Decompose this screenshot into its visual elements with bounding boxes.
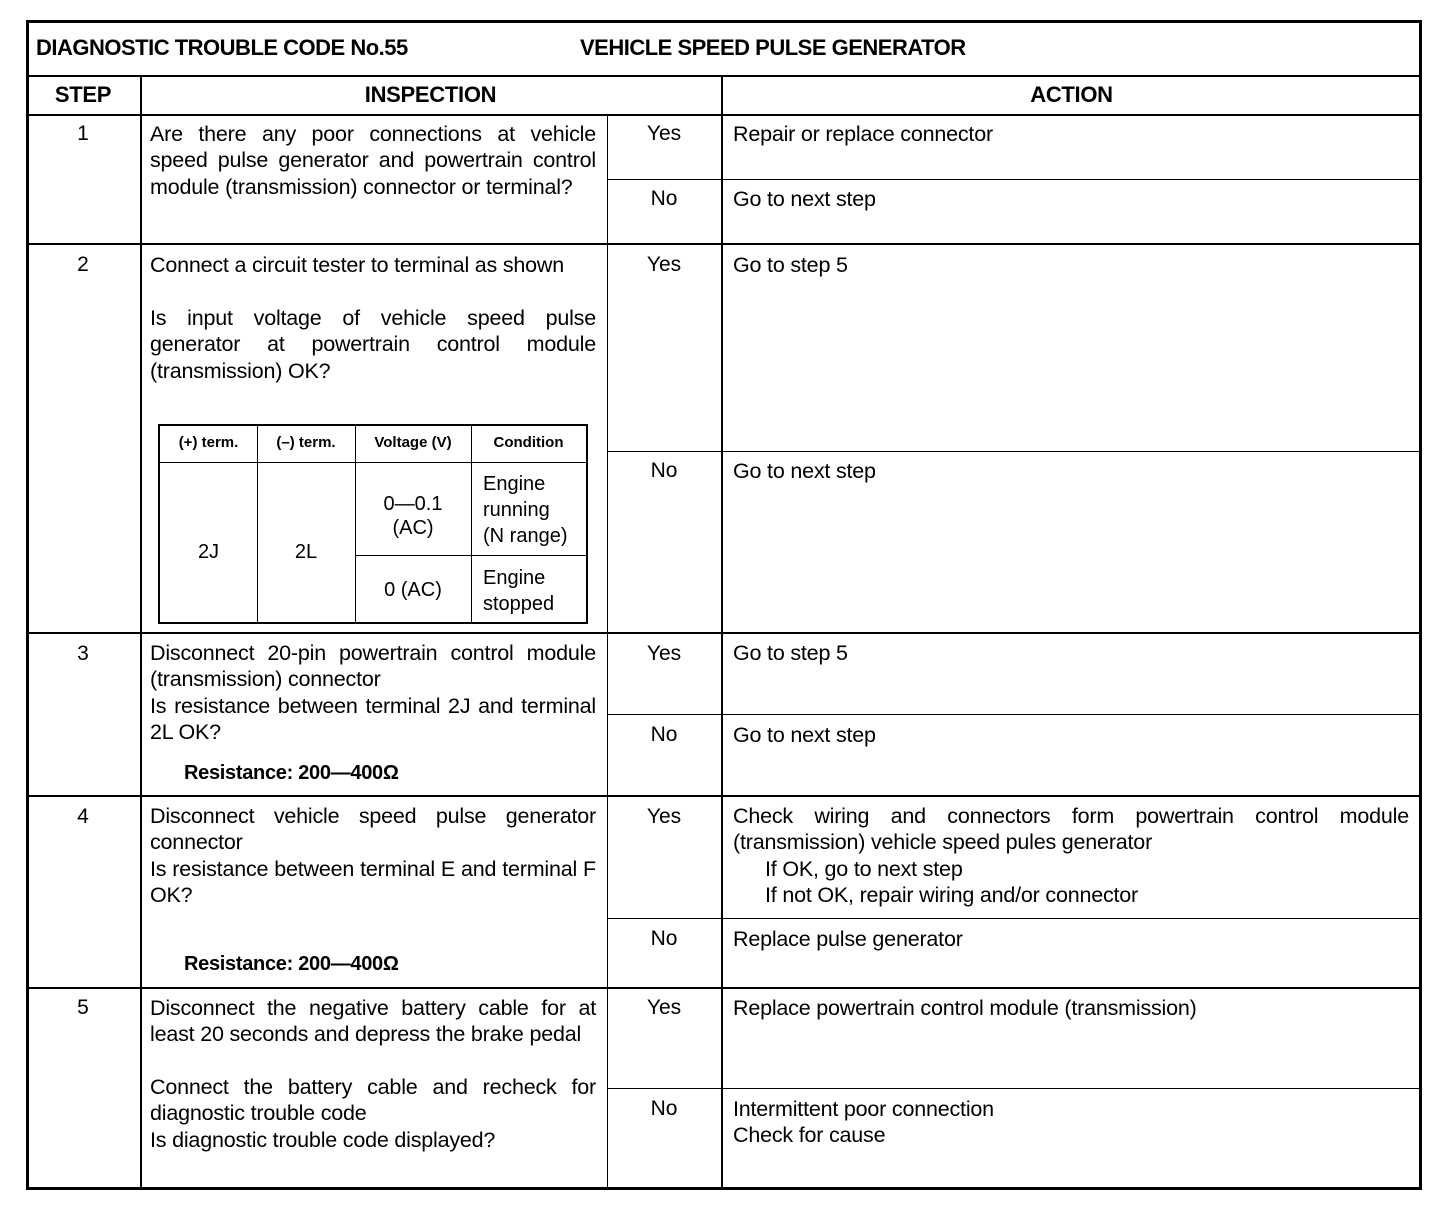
- row-divider-4: [26, 987, 1422, 989]
- step-3-number: 3: [77, 642, 89, 665]
- step-4-inspection-line2: Is resistance between terminal E and terminal F OK?: [150, 857, 596, 908]
- voltage-table-header-divider: [160, 462, 586, 463]
- voltage-table-header-minus: (–) term.: [276, 434, 336, 451]
- voltage-table-voltage-2: 0 (AC): [384, 579, 442, 601]
- voltage-table-header-voltage: Voltage (V): [374, 434, 452, 451]
- step-3-no-action: Go to next step: [733, 723, 876, 747]
- header-divider: [26, 114, 1422, 116]
- voltage-table-condition-2a: Engine: [483, 567, 546, 589]
- step-3-yes-action: Go to step 5: [733, 641, 848, 665]
- yn-divider-2: [607, 451, 1422, 452]
- step-5-no: No: [650, 1097, 678, 1120]
- step-3-resistance: Resistance: 200—400Ω: [184, 762, 399, 784]
- step-5-no-action-line2: Check for cause: [733, 1123, 886, 1147]
- step-5-inspection-line2: Connect the battery cable and recheck for diagnostic trouble code: [150, 1075, 596, 1126]
- step-4-number: 4: [77, 805, 89, 828]
- step-2-inspection-line1: Connect a circuit tester to terminal as shown: [150, 253, 565, 277]
- voltage-table-condition-1a: Engine: [483, 473, 546, 495]
- step-1-no: No: [650, 187, 678, 210]
- header-step: STEP: [54, 82, 112, 107]
- step-4-yes-action-ok: If OK, go to next step: [765, 857, 963, 881]
- step-1-no-action: Go to next step: [733, 187, 876, 211]
- step-5-yes-action: Replace powertrain control module (transmission): [733, 996, 1197, 1020]
- voltage-table-minus-term: 2L: [294, 541, 318, 563]
- step-2-yes-action: Go to step 5: [733, 253, 848, 277]
- step-4-resistance: Resistance: 200—400Ω: [184, 953, 399, 975]
- header-action: ACTION: [1030, 82, 1113, 107]
- voltage-table-header-condition: Condition: [493, 434, 564, 451]
- step-5-no-action-line1: Intermittent poor connection: [733, 1097, 994, 1121]
- step-2-no-action: Go to next step: [733, 459, 876, 483]
- step-3-inspection-line2: Is resistance between terminal 2J and terminal 2L OK?: [150, 694, 596, 745]
- step-2-yes: Yes: [646, 253, 682, 276]
- step-4-yes: Yes: [646, 805, 682, 828]
- dtc-name-title: VEHICLE SPEED PULSE GENERATOR: [580, 35, 966, 60]
- dtc-code-title: DIAGNOSTIC TROUBLE CODE No.55: [36, 35, 408, 60]
- voltage-table-col-divider-3: [471, 426, 472, 622]
- step-5-number: 5: [77, 996, 89, 1019]
- row-divider-2: [26, 632, 1422, 634]
- title-divider: [26, 75, 1422, 77]
- action-column-divider: [721, 75, 723, 1188]
- step-3-no: No: [650, 723, 678, 746]
- step-5-inspection-line1: Disconnect the negative battery cable for at least 20 seconds and depress the brake pedal: [150, 996, 596, 1047]
- yn-divider-1: [607, 179, 1422, 180]
- row-divider-1: [26, 243, 1422, 245]
- voltage-table-header-plus: (+) term.: [178, 434, 239, 451]
- step-5-inspection-line3: Is diagnostic trouble code displayed?: [150, 1128, 496, 1152]
- voltage-table-voltage-1a: 0—0.1: [383, 493, 443, 515]
- voltage-table-plus-term: 2J: [197, 541, 220, 563]
- step-1-inspection: Are there any poor connections at vehicle speed pulse generator and powertrain control module (transmission) connector or terminal?: [150, 122, 596, 199]
- step-4-inspection-line1: Disconnect vehicle speed pulse generator connector: [150, 804, 596, 855]
- yn-divider-4: [607, 918, 1422, 919]
- voltage-table-col-divider-1: [257, 426, 258, 622]
- step-2-inspection-line2: Is input voltage of vehicle speed pulse generator at powertrain control module (transmission) OK?: [150, 306, 596, 383]
- header-inspection: INSPECTION: [364, 82, 497, 107]
- step-4-yes-action: Check wiring and connectors form powertrain control module (transmission) vehicle speed pules generator: [733, 804, 1409, 855]
- yn-divider-5: [607, 1088, 1422, 1089]
- step-column-divider: [140, 75, 142, 1188]
- voltage-table: [158, 424, 588, 624]
- yn-divider-3: [607, 714, 1422, 715]
- voltage-table-condition-1c: (N range): [483, 525, 568, 547]
- step-5-yes: Yes: [646, 996, 682, 1019]
- step-4-no: No: [650, 927, 678, 950]
- step-4-no-action: Replace pulse generator: [733, 927, 963, 951]
- step-2-no: No: [650, 459, 678, 482]
- step-1-yes-action: Repair or replace connector: [733, 122, 993, 146]
- step-1-yes: Yes: [646, 122, 682, 145]
- voltage-table-condition-2b: stopped: [483, 593, 555, 615]
- step-3-inspection-line1: Disconnect 20-pin powertrain control module (transmission) connector: [150, 641, 596, 692]
- step-3-yes: Yes: [646, 642, 682, 665]
- step-1-number: 1: [77, 122, 89, 145]
- row-divider-3: [26, 795, 1422, 797]
- voltage-table-voltage-1b: (AC): [392, 517, 434, 539]
- step-4-yes-action-not-ok: If not OK, repair wiring and/or connector: [765, 883, 1139, 907]
- step-2-number: 2: [77, 253, 89, 276]
- voltage-table-condition-1b: running: [483, 499, 550, 521]
